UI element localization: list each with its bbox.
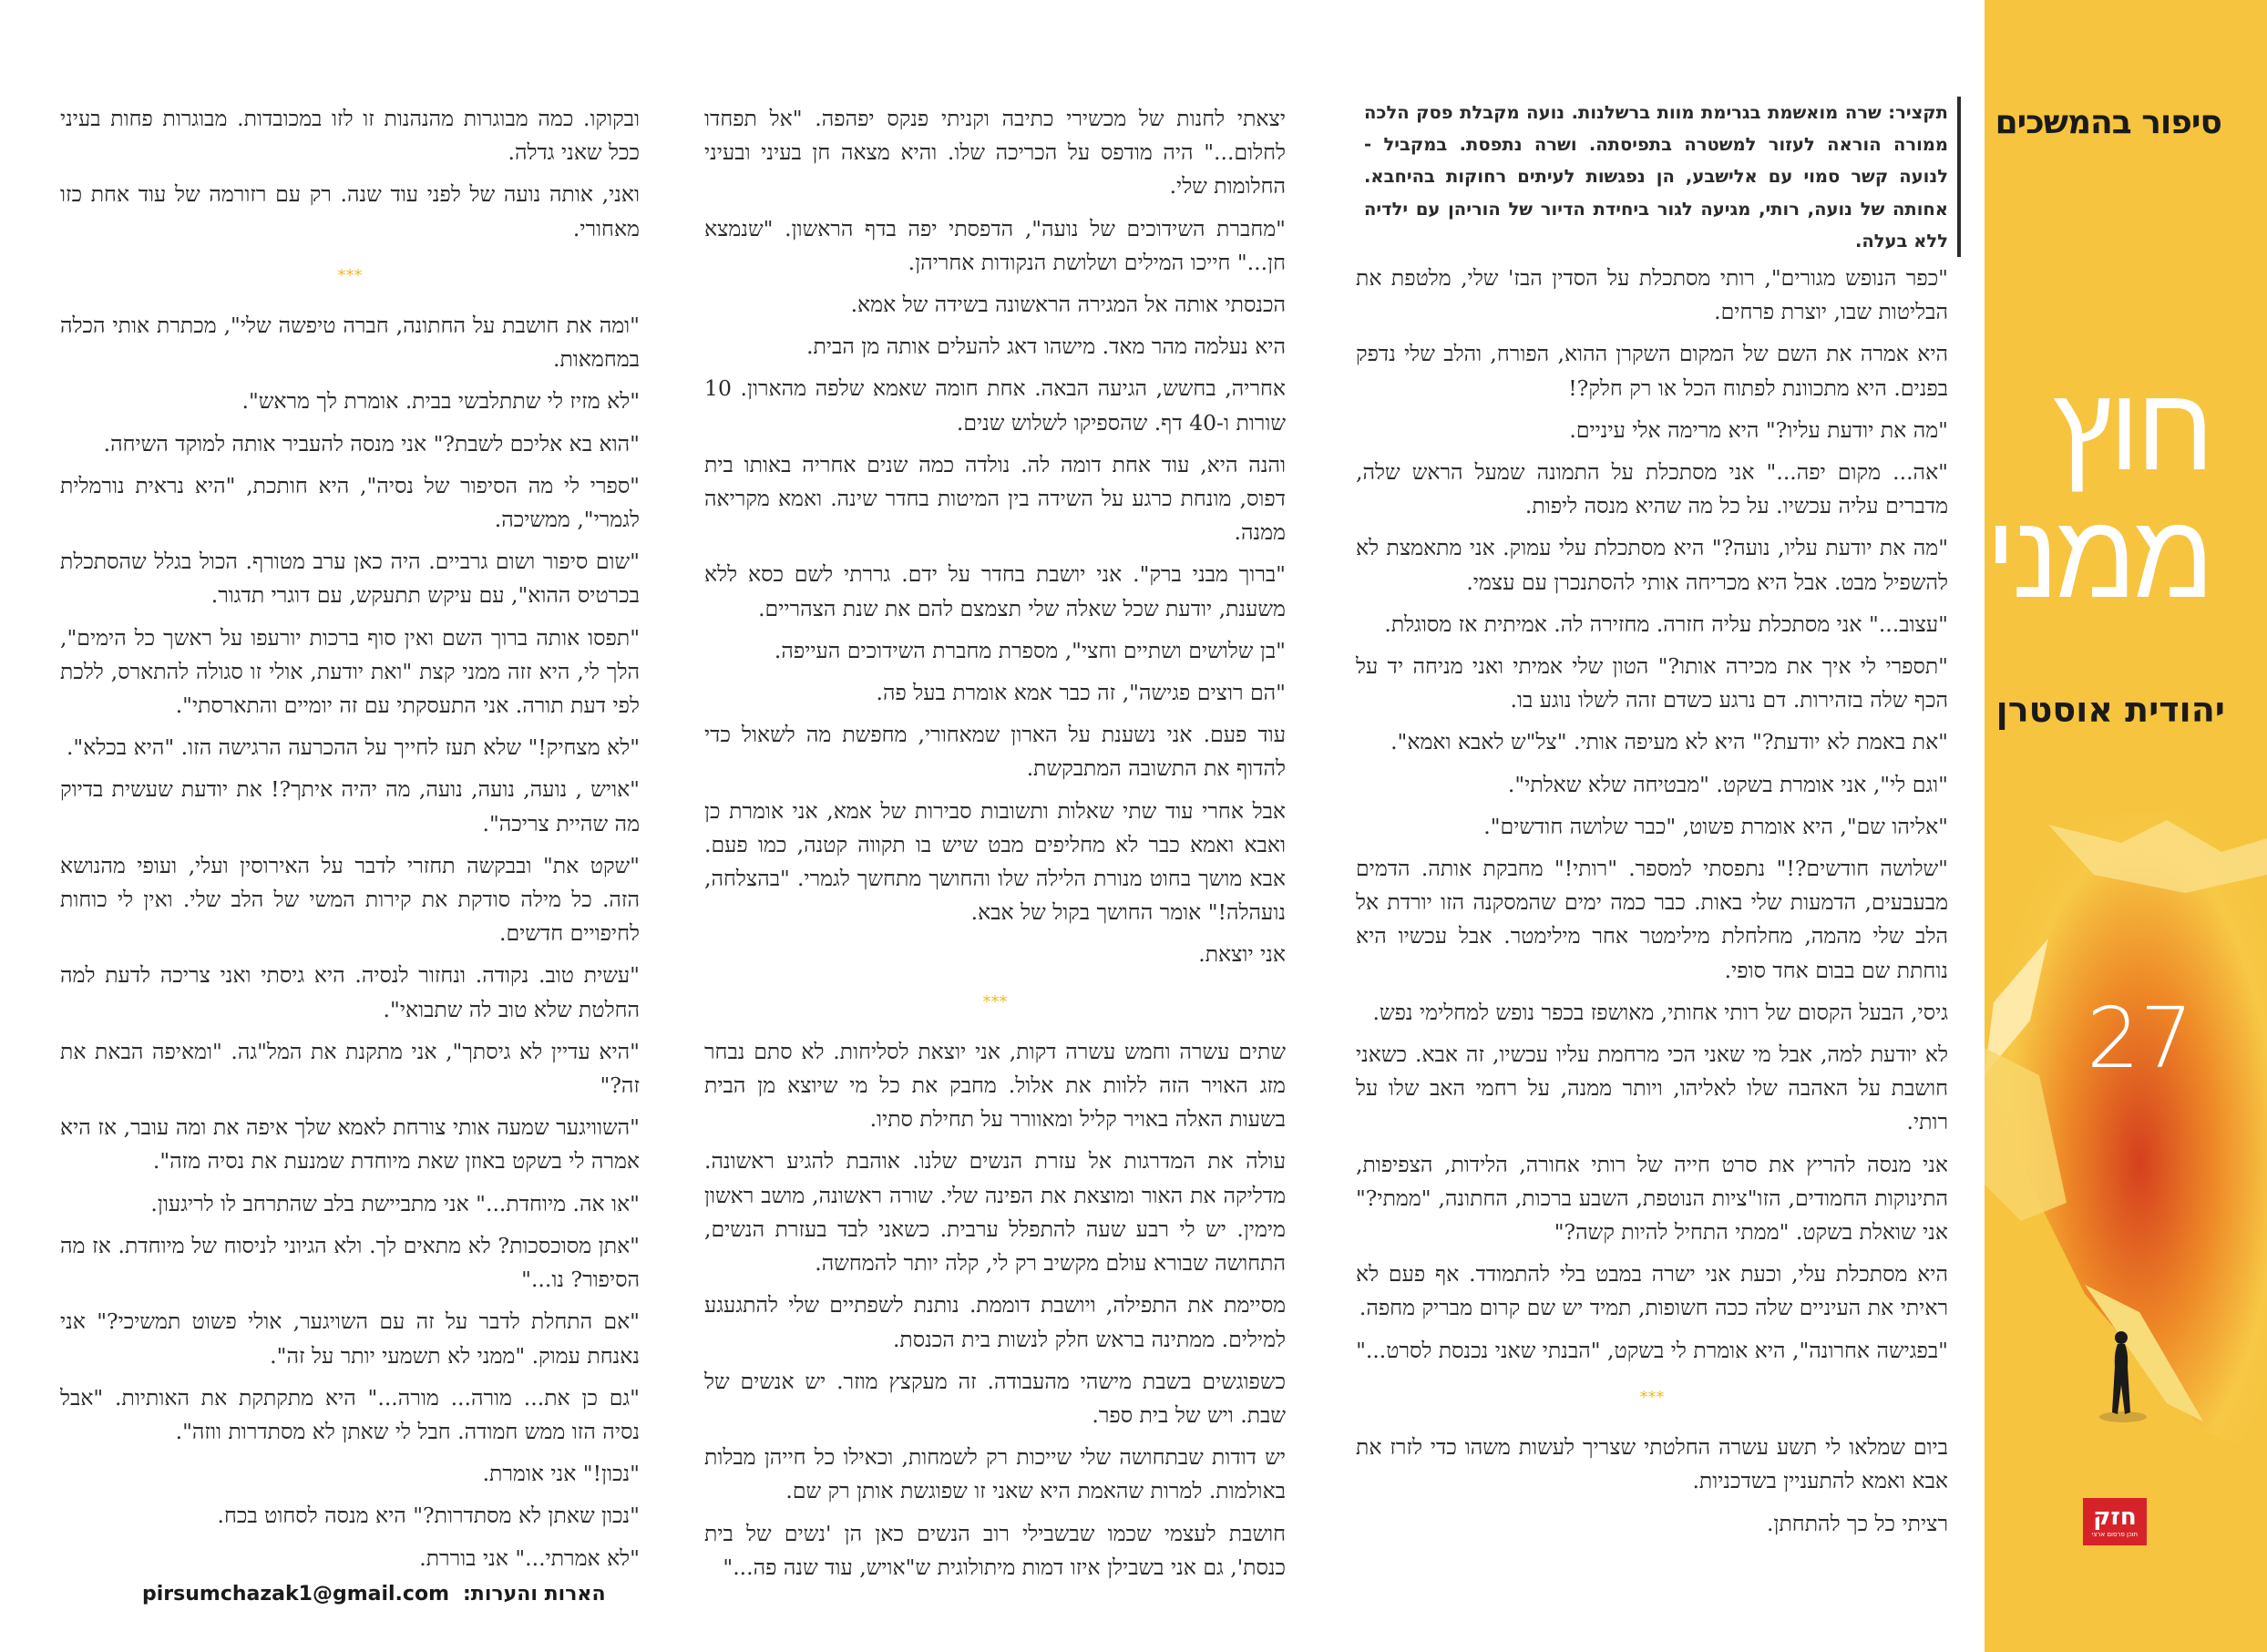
paragraph: "אתן מסוכסכות? לא מתאים לך. ולא הגיוני לניסוח של מיוחדת. אז מה הסיפור? נו...": [60, 1232, 640, 1293]
series-label: סיפור בהמשכים: [1995, 104, 2221, 141]
paragraph: אני מנסה להריץ את סרט חייה של רותי אחורה, הלידות, הצפיפות, התינוקות החמודים, הזו"ציות הנוטפת, השבע ברכות, החתונה, "ממתי?" אני שואלת בשקט. "ממתי התחיל להיות קשה?": [1356, 1151, 1948, 1246]
paragraph: היא נעלמה מהר מאד. מישהו דאג להעלים אותה מן הבית.: [806, 333, 1286, 360]
feedback-label: הארות והערות:: [463, 1583, 606, 1606]
publisher-logo-subtext: תוכן פרסום ארצי: [2091, 1531, 2139, 1538]
paragraph: "הוא בא אליכם לשבת?" אני מנסה להעביר אותה למוקד השיחה.: [103, 430, 640, 457]
publisher-logo-text: חזק: [2093, 1503, 2137, 1531]
paragraph: כשפוגשים בשבת מישהי מהעבודה. זה מעקצץ מוזר. יש אנשים של שבת. ויש של בית ספר.: [704, 1368, 1286, 1428]
paragraph: גיסי, הבעל הקסום של רותי אחותי, מאושפז בכפר נופש למחלימי נפש.: [1372, 999, 1948, 1025]
paragraph: "או אה. מיוחדת..." אני מתביישת בלב שהתרחב לו לריגעון.: [150, 1190, 640, 1216]
paragraph: "בן שלושים ושתיים וחצי", מספרת מחברת השידוכים העייפה.: [774, 637, 1286, 663]
paragraph: "וגם לי", אני אומרת בשקט. "מבטיחה שלא שאלתי".: [1507, 771, 1948, 797]
story-title-line-2: ממני: [1985, 487, 2211, 625]
paragraph: "שום סיפור ושום גרביים. היה כאן ערב מטורף. הכול בגלל שהסתכלת בכרטיס ההוא", עם עיקש תתעקש, עם דוגרי תדגור.: [60, 549, 640, 609]
section-divider-stars: ***: [1639, 1387, 1665, 1407]
paragraph: ביום שמלאו לי תשע עשרה החלטתי שצריך לעשות משהו כדי לזרז את אבא ואמא להתעניין בשדכניות.: [1356, 1434, 1948, 1494]
paragraph: "את באמת לא יודעת?" היא לא מעיפה אותי. "צל"ש לאבא ואמא".: [1390, 729, 1948, 755]
paragraph: "בפגישה אחרונה", היא אומרת לי בשקט, "הבנתי שאני נכנסת לסרט...": [1356, 1337, 1948, 1363]
paragraph: "מחברת השידוכים של נועה", הדפסתי יפה בדף הראשון. "שנמצא חן..." חייכו המילים ושלושת הנקודות אחריהן.: [704, 215, 1286, 275]
paragraph: "השוויגער שמעה אותי צורחת לאמא שלך איפה את ומה עובר, אז היא אמרה לי בשקט באוזן שאת מיוחדת שמנעת את נסיה מזה".: [60, 1114, 640, 1175]
paragraph: "הם רוצים פגישה", זה כבר אמא אומרת בעל פה.: [876, 680, 1286, 706]
author-name: יהודית אוסטרן: [1995, 690, 2225, 730]
paragraph: רציתי כל כך להתחתן.: [1767, 1510, 1948, 1536]
paragraph: "מה את יודעת עליו?" היא מרימה אלי עיניים.: [1569, 416, 1948, 443]
text-column-3: [60, 102, 640, 1569]
paragraph: "אויש , נועה, נועה, נועה, מה יהיה איתך?! את יודעת שעשית בדיוק מה שהיית צריכה".: [60, 776, 640, 836]
paragraph: ואני, אותה נועה של לפני עוד שנה. רק עם רזורמה של עוד אחת כזו מאחורי.: [60, 181, 640, 241]
paragraph: חושבת לעצמי שכמו שבשבילי רוב הנשים כאן הן 'נשים של בית כנסת', גם אני בשבילן איזו דמות מיתולוגית ש"אויש, עוד שנה פה...": [704, 1520, 1286, 1580]
paragraph: "גם כן את... מורה... מורה..." היא מתקתקת את האותיות. "אבל נסיה הזו ממש חמודה. חבל לי שאתן לא מסתדרות ווזה".: [60, 1384, 640, 1444]
paragraph: היא מסתכלת עלי, וכעת אני ישרה במבט בלי להתמודד. אף פעם לא ראיתי את העיניים שלה ככה חשופות, תמיד יש שם קרום מבריק מחפה.: [1356, 1261, 1948, 1321]
paragraph: "לא אמרתי..." אני בוררת.: [419, 1544, 640, 1569]
paragraph: "נכון!" אני אומרת.: [482, 1461, 640, 1487]
paragraph: "תספרי לי איך את מכירה אותו?" הטון שלי אמיתי ואני מניחה יד על הכף שלה בזהירות. דם נרגע כשדם זהה לשלו נוגע בו.: [1356, 653, 1948, 713]
paragraph: "היא עדיין לא גיסתך", אני מתקנת את המל"גה. "ומאיפה הבאת את זה?": [60, 1038, 640, 1099]
paragraph: היא אמרה את השם של המקום השקרן ההוא, הפורח, והלב שלי נדפק בפנים. היא מתכוונת לפתוח הכל או רק חלק?!: [1356, 341, 1948, 401]
story-title-line-1: חוץ: [2053, 359, 2211, 498]
paragraph: "לא מצחיק!" שלא תעז לחייך על ההכרעה הרגישה הזו. "היא בכלא".: [66, 734, 640, 761]
paragraph: "שלושה חודשים?!" נתפסתי למספר. "רותי!" מחבקת אותה. הדמים מבעבעים, הדמעות שלי באות. כבר כמה ימים שהמסקנה הזו יורדת אל הלב שלי מהמה, מחלחלת מילימטר אחר מילימטר. אבל עכשיו היא נוחתת שם בבום אחד סופי.: [1356, 856, 1948, 983]
paragraph: לא יודעת למה, אבל מי שאני הכי מרחמת עליו עכשיו, זה אבא. כשאני חושבת על האהבה שלו לאליהו, ויותר ממנה, על רחמי האב שלו על רותי.: [1356, 1041, 1948, 1135]
page-number: 27: [2087, 990, 2194, 1087]
story-summary: תקציר: שרה מואשמת בגרימת מוות ברשלנות. נועה מקבלת פסק הלכה ממורה הוראה לעזור למשטרה בתפיסתה. ושרה נתפסת. במקביל - לנועה קשר סמוי עם אלישבע, הן נפגשות לעיתים רחוקות בהיחבא. אחותה של נועה, רותי, מגיעה לגור ביחידת הדיור של הוריהן עם ילדיה ללא בעלה.: [1364, 97, 1961, 257]
feedback-contact: [142, 1583, 606, 1606]
paragraph: עולה את המדרגות אל עזרת הנשים שלנו. אוהבת להגיע ראשונה. מדליקה את האור ומוצאת את הפינה שלי. שורה ראשונה, מושב ראשון מימין. יש לי רבע שעה להתפלל ערבית. כשאני לבד בעזרת הנשים, התחושה שבורא עולם מקשיב רק לי, קלה יותר להמחשה.: [704, 1148, 1286, 1277]
section-divider-stars: ***: [982, 991, 1008, 1011]
paragraph: יש דודות שבתחושה שלי שייכות רק לשמחות, וכאילו כל חייהן מבלות באולמות. למרות שהאמת היא שאני זו שפוגשת אותן רק שם.: [704, 1444, 1286, 1504]
paragraph: אחריה, בחשש, הגיעה הבאה. אחת חומה שאמא שלפה מהארון. 10 שורות ו-40 דף. שהספיקו לשלוש שנים.: [704, 375, 1286, 436]
paragraph: [704, 1593, 1286, 1596]
section-divider-stars: ***: [337, 265, 363, 285]
paragraph: "אם התחלת לדבר על זה עם השויגער, אולי פשוט תמשיכי?" אני נאנחת עמוק. "ממני לא תשמעי יותר על זה".: [60, 1308, 640, 1369]
text-column-2: [704, 102, 1286, 1596]
paragraph: ובקוקו. כמה מבוגרות מהנהנות זו לזו במכובדות. מבוגרות פחות בעיני ככל שאני גדלה.: [60, 106, 640, 166]
paragraph: שתים עשרה וחמש עשרה דקות, אני יוצאת לסליחות. לא סתם נבחר מזג האויר הזה ללוות את אלול. מחבק את כל מי שיוצא מן הבית בשעות האלה באויר קליל ומאוורר על תחילת סתיו.: [704, 1038, 1286, 1133]
paragraph: אבל אחרי עוד שתי שאלות ותשובות סבירות של אמא, אני אומרת כן ואבא ואמא כבר לא מחליפים מבט שיש בו תקווה קטנה, כמו פעם. אבא מושך בחוט מנורת הלילה שלו והחושך מתחשך לגמרי. "בהצלחה, נועהלה!" אומר החושך בקול של אבא.: [704, 797, 1286, 926]
paragraph: "ספרי לי מה הסיפור של נסיה", היא חותכת, "היא נראית נורמלית לגמרי", ממשיכה.: [60, 472, 640, 533]
paragraph: מסיימת את התפילה, ויושבת דוממת. נותנת לשפתיים שלי להתגעגע למילים. ממתינה בראש חלק לנשות בית הכנסת.: [704, 1292, 1286, 1352]
paragraph: "שקט את" ובבקשה תחזרי לדבר על האירוסין ועלי, ועופי מהנושא הזה. כל מילה סודקת את קירות המשי של הלב שלי. ואין לי כוחות לחיפויים חדשים.: [60, 852, 640, 947]
paragraph: "כפר הנופש מגורים", רותי מסתכלת על הסדין הבז' שלי, מלטפת את הבליטות שבו, יוצרת פרחים.: [1356, 265, 1948, 325]
paragraph: "אה... מקום יפה..." אני מסתכלת על התמונה שמעל הראש שלה, מדברים עליה עכשיו. על כל מה שהיא מנסה ליפות.: [1356, 459, 1948, 519]
paragraph: עוד פעם. אני נשענת על הארון שמאחורי, מחפשת מה לשאול כדי להדוף את התשובה המתבקשת.: [704, 722, 1286, 782]
publisher-logo: [2083, 1498, 2147, 1545]
paragraph: "מה את יודעת עליו, נועה?" היא מסתכלת עלי עמוק. אני מתאמצת לא להשפיל מבט. אבל היא מכריחה אותי להסתנכרן עם עצמי.: [1356, 535, 1948, 595]
paragraph: והנה היא, עוד אחת דומה לה. נולדה כמה שנים אחריה באותו בית דפוס, מונחת כרגע על השידה בין המיטות בחדר שינה. ואמא מקריאה ממנה.: [704, 451, 1286, 546]
paragraph: הכנסתי אותה אל המגירה הראשונה בשידה של אמא.: [850, 292, 1286, 318]
torn-paper-illustration: [1985, 0, 2267, 1652]
paragraph: "עצוב..." אני מסתכלת עליה חזרה. מחזירה לה. אמיתית אז מסוגלת.: [1384, 611, 1948, 637]
feedback-email-link[interactable]: pirsumchazak1@gmail.com: [142, 1583, 449, 1606]
paragraph: "תפסו אותה ברוך השם ואין סוף ברכות יורעפו על ראשך כל הימים", הלך לי, היא זזה ממני קצת "ואת יודעת, אולי זו סגולה להתארס, ללכת לפי דעת תורה. אני התעסקתי עם זה יומיים והתארסתי".: [60, 624, 640, 719]
text-column-1: [1356, 262, 1948, 1601]
paragraph: "ומה את חושבת על החתונה, חברה טיפשה שלי", מכתרת אותי הכלה במחמאות.: [60, 313, 640, 373]
paragraph: "ברוך מבני ברק". אני יושבת בחדר על ידם. גררתי לשם כסא ללא משענת, יודעת שכל שאלה שלי תצמצם להם את שנת הצהריים.: [704, 561, 1286, 621]
paragraph: אני יוצאת.: [1198, 941, 1286, 968]
paragraph: "עשית טוב. נקודה. ונחזור לנסיה. היא גיסתי ואני צריכה לדעת למה החלטת שלא טוב לה שתבואי".: [60, 962, 640, 1022]
title-sidebar: [1985, 0, 2267, 1652]
paragraph: "אליהו שם", היא אומרת פשוט, "כבר שלושה חודשים".: [1483, 813, 1948, 839]
paragraph: יצאתי לחנות של מכשירי כתיבה וקניתי פנקס יפהפה. "אל תפחדו לחלום..." היה מודפס על הכריכה שלו. והיא מצאה חן בעיני ובעיני החלומות שלי.: [704, 106, 1286, 200]
paragraph: "נכון שאתן לא מסתדרות?" היא מנסה לסחוט בכח.: [217, 1503, 640, 1529]
paragraph: "לא מזיז לי שתתלבשי בבית. אומרת לך מראש".: [241, 388, 640, 415]
